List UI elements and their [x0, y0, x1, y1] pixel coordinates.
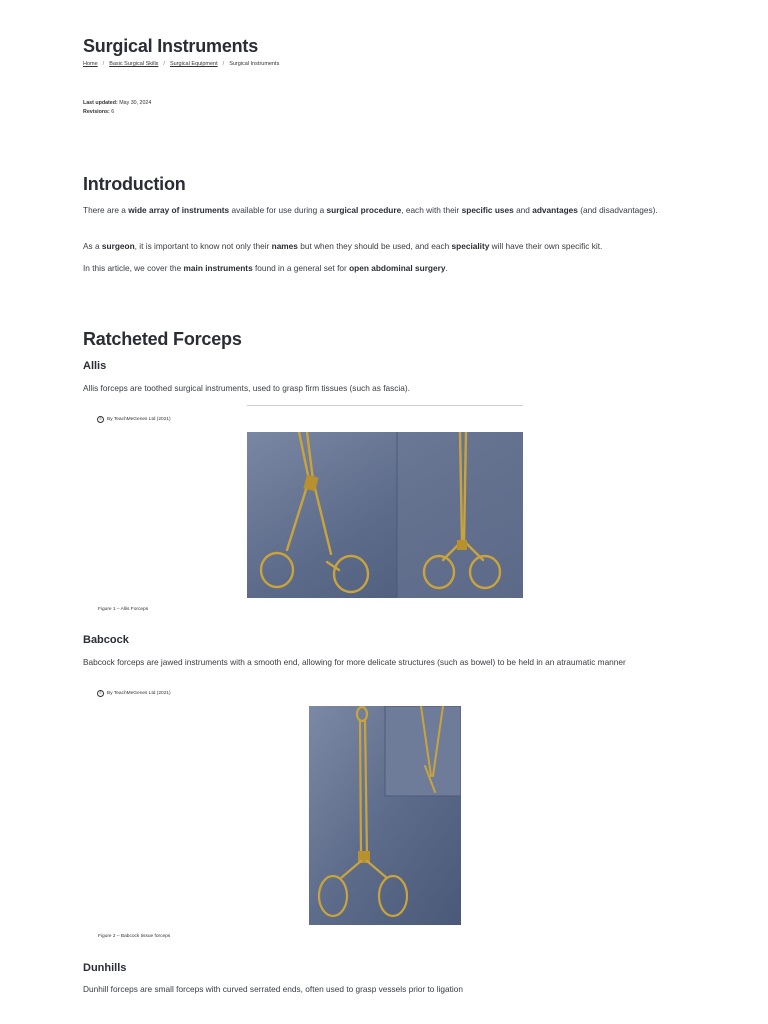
allis-heading: Allis: [83, 360, 107, 372]
last-updated: [83, 100, 151, 106]
ratcheted-forceps-heading: Ratcheted Forceps: [83, 329, 242, 349]
emphasis-text: speciality: [451, 241, 490, 251]
creative-commons-icon: ©: [97, 690, 104, 697]
emphasis-text: wide array of instruments: [128, 205, 230, 215]
emphasis-text: surgeon: [101, 241, 135, 251]
emphasis-text: main instruments: [183, 263, 253, 273]
breadcrumb-current: Surgical Instruments: [229, 61, 280, 67]
emphasis-text: open abdominal surgery: [349, 263, 446, 273]
breadcrumb: [83, 61, 279, 67]
figure-1-caption: Figure 1 – Allis Forceps: [98, 607, 149, 612]
body-text: but when they should be used, and each: [297, 241, 452, 251]
emphasis-text: surgical procedure: [326, 205, 402, 215]
breadcrumb-home-link[interactable]: Home: [83, 61, 98, 67]
figure-2-caption: Figure 2 – Babcock tissue forceps: [98, 934, 171, 939]
babcock-heading: Babcock: [83, 634, 129, 646]
body-text: .: [445, 263, 448, 273]
allis-image-credit: [97, 416, 171, 423]
allis-credit-text: By TeachMeGenes Ltd (2021): [107, 417, 171, 422]
allis-forceps-illustration: [247, 432, 523, 598]
intro-paragraph-1: [83, 204, 686, 216]
revisions-value: 6: [111, 109, 115, 115]
babcock-forceps-illustration: [309, 706, 461, 925]
revisions-label: Revisions:: [83, 109, 110, 115]
emphasis-text: specific uses: [461, 205, 514, 215]
intro-paragraph-3: [83, 262, 686, 274]
page-title: Surgical Instruments: [83, 36, 259, 56]
body-text: , each with their: [401, 205, 462, 215]
allis-forceps-image: [247, 432, 523, 598]
dunhills-description: Dunhill forceps are small forceps with curved serrated ends, often used to grasp vessels prior to ligation: [83, 984, 463, 994]
intro-paragraph-2: [83, 240, 686, 252]
body-text: As a: [83, 241, 102, 251]
divider: [247, 405, 523, 406]
breadcrumb-separator: /: [163, 61, 165, 67]
babcock-credit-text: By TeachMeGenes Ltd (2021): [107, 691, 171, 696]
body-text: , it is important to know not only their: [134, 241, 272, 251]
babcock-description: Babcock forceps are jawed instruments with a smooth end, allowing for more delicate structures (such as bowel) to be held in an atraumatic manner: [83, 657, 626, 667]
emphasis-text: names: [271, 241, 298, 251]
introduction-heading: Introduction: [83, 174, 186, 194]
body-text: found in a general set for: [252, 263, 350, 273]
last-updated-value: May 30, 2024: [119, 100, 152, 106]
last-updated-label: Last updated:: [83, 100, 118, 106]
body-text: There are a: [83, 205, 129, 215]
breadcrumb-basic-surgical-skills-link[interactable]: Basic Surgical Skills: [109, 61, 159, 67]
breadcrumb-separator: /: [102, 61, 105, 67]
body-text: and: [513, 205, 533, 215]
body-text: will have their own specific kit.: [489, 241, 603, 251]
dunhills-heading: Dunhills: [83, 962, 127, 974]
emphasis-text: advantages: [532, 205, 578, 215]
body-text: In this article, we cover the: [83, 263, 184, 273]
breadcrumb-separator: /: [222, 61, 225, 67]
babcock-forceps-image: [309, 706, 461, 925]
body-text: available for use during a: [229, 205, 327, 215]
body-text: (and disadvantages).: [577, 205, 658, 215]
breadcrumb-surgical-equipment-link[interactable]: Surgical Equipment: [169, 61, 218, 67]
allis-description: Allis forceps are toothed surgical instruments, used to grasp firm tissues (such as fascia).: [83, 383, 410, 393]
revisions: [83, 109, 114, 115]
babcock-image-credit: [97, 690, 171, 697]
creative-commons-icon: ©: [97, 416, 104, 423]
